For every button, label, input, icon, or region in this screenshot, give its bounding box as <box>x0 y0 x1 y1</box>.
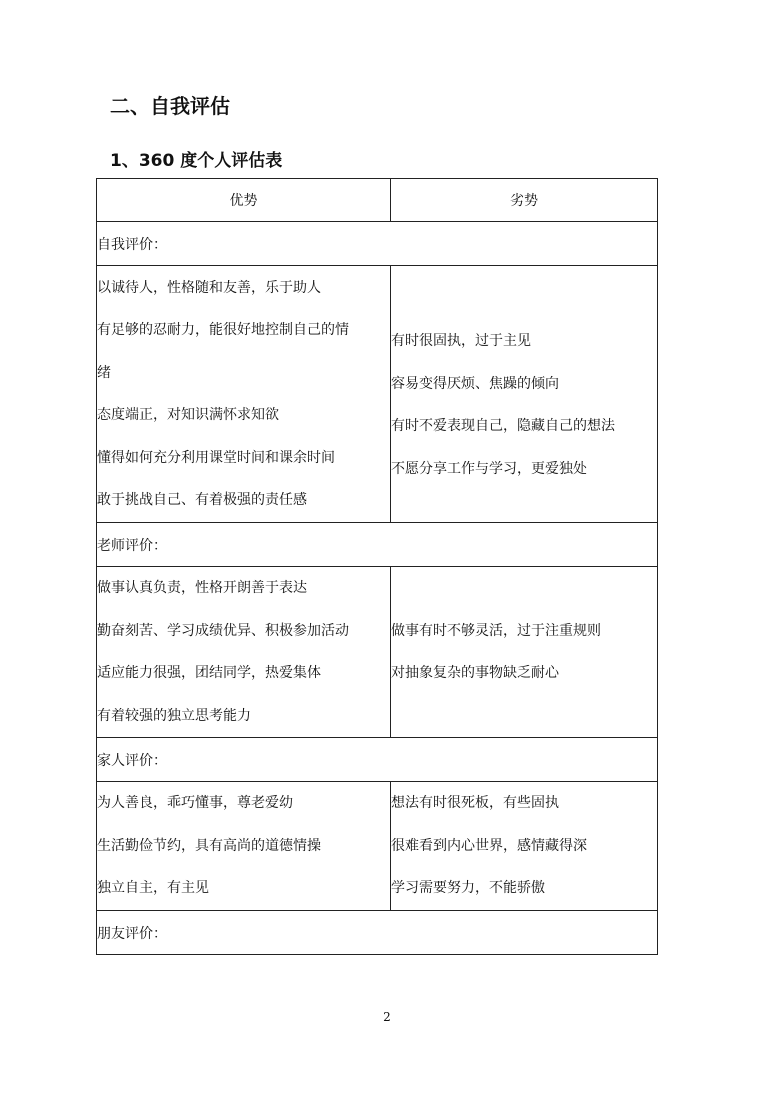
strength-item: 为人善良，乖巧懂事，尊老爱幼 <box>97 795 293 812</box>
weakness-item: 很难看到内心世界，感情藏得深 <box>391 837 587 854</box>
group-label-self: 自我评价： <box>97 222 658 266</box>
strength-item: 有足够的忍耐力，能很好地控制自己的情 <box>97 322 349 338</box>
section-title: 二、自我评估 <box>110 94 230 118</box>
group-label-row <box>97 738 658 782</box>
group-content-row <box>97 782 658 911</box>
strength-item: 敢于挑战自己、有着极强的责任感 <box>97 492 307 508</box>
header-strengths: 优势 <box>97 179 391 222</box>
page-number: 2 <box>383 1010 391 1024</box>
group-label-friends: 朋友评价： <box>97 911 658 955</box>
group-label-row <box>97 911 658 955</box>
table-header-row <box>97 179 658 222</box>
strengths-cell-family <box>97 782 391 911</box>
strength-item: 生活勤俭节约，具有高尚的道德情操 <box>97 837 321 854</box>
strength-item: 有着较强的独立思考能力 <box>97 707 251 724</box>
strength-item: 独立自主，有主见 <box>97 880 209 897</box>
header-weaknesses: 劣势 <box>391 179 658 222</box>
weakness-item: 有时很固执，过于主见 <box>391 333 531 349</box>
weakness-item: 学习需要努力，不能骄傲 <box>391 880 545 897</box>
group-label-teacher: 老师评价： <box>97 523 658 567</box>
evaluation-table <box>96 178 658 955</box>
weaknesses-cell-family <box>391 782 658 911</box>
weakness-item: 有时不爱表现自己，隐藏自己的想法 <box>391 418 615 434</box>
weakness-item: 不愿分享工作与学习，更爱独处 <box>391 460 587 477</box>
strength-item: 以诚待人，性格随和友善，乐于助人 <box>97 279 321 296</box>
strength-item: 绪 <box>97 364 111 381</box>
weaknesses-cell-self <box>391 266 658 523</box>
strength-item: 适应能力很强，团结同学，热爱集体 <box>97 665 321 681</box>
strength-item: 懂得如何充分利用课堂时间和课余时间 <box>97 449 335 466</box>
strength-item: 勤奋刻苦、学习成绩优异、积极参加活动 <box>97 622 349 639</box>
group-label-row <box>97 222 658 266</box>
strength-item: 态度端正，对知识满怀求知欲 <box>97 407 279 423</box>
group-label-family: 家人评价： <box>97 738 658 782</box>
weakness-item: 做事有时不够灵活，过于注重规则 <box>391 622 601 639</box>
group-label-row <box>97 523 658 567</box>
weaknesses-cell-teacher <box>391 567 658 738</box>
strength-item: 做事认真负责，性格开朗善于表达 <box>97 580 307 596</box>
strengths-cell-self <box>97 266 391 523</box>
strengths-cell-teacher <box>97 567 391 738</box>
weakness-item: 对抽象复杂的事物缺乏耐心 <box>391 665 559 681</box>
group-content-row <box>97 567 658 738</box>
subsection-title: 1、360 度个人评估表 <box>110 151 283 171</box>
group-content-row <box>97 266 658 523</box>
weakness-item: 想法有时很死板，有些固执 <box>391 795 559 812</box>
weakness-item: 容易变得厌烦、焦躁的倾向 <box>391 375 559 392</box>
